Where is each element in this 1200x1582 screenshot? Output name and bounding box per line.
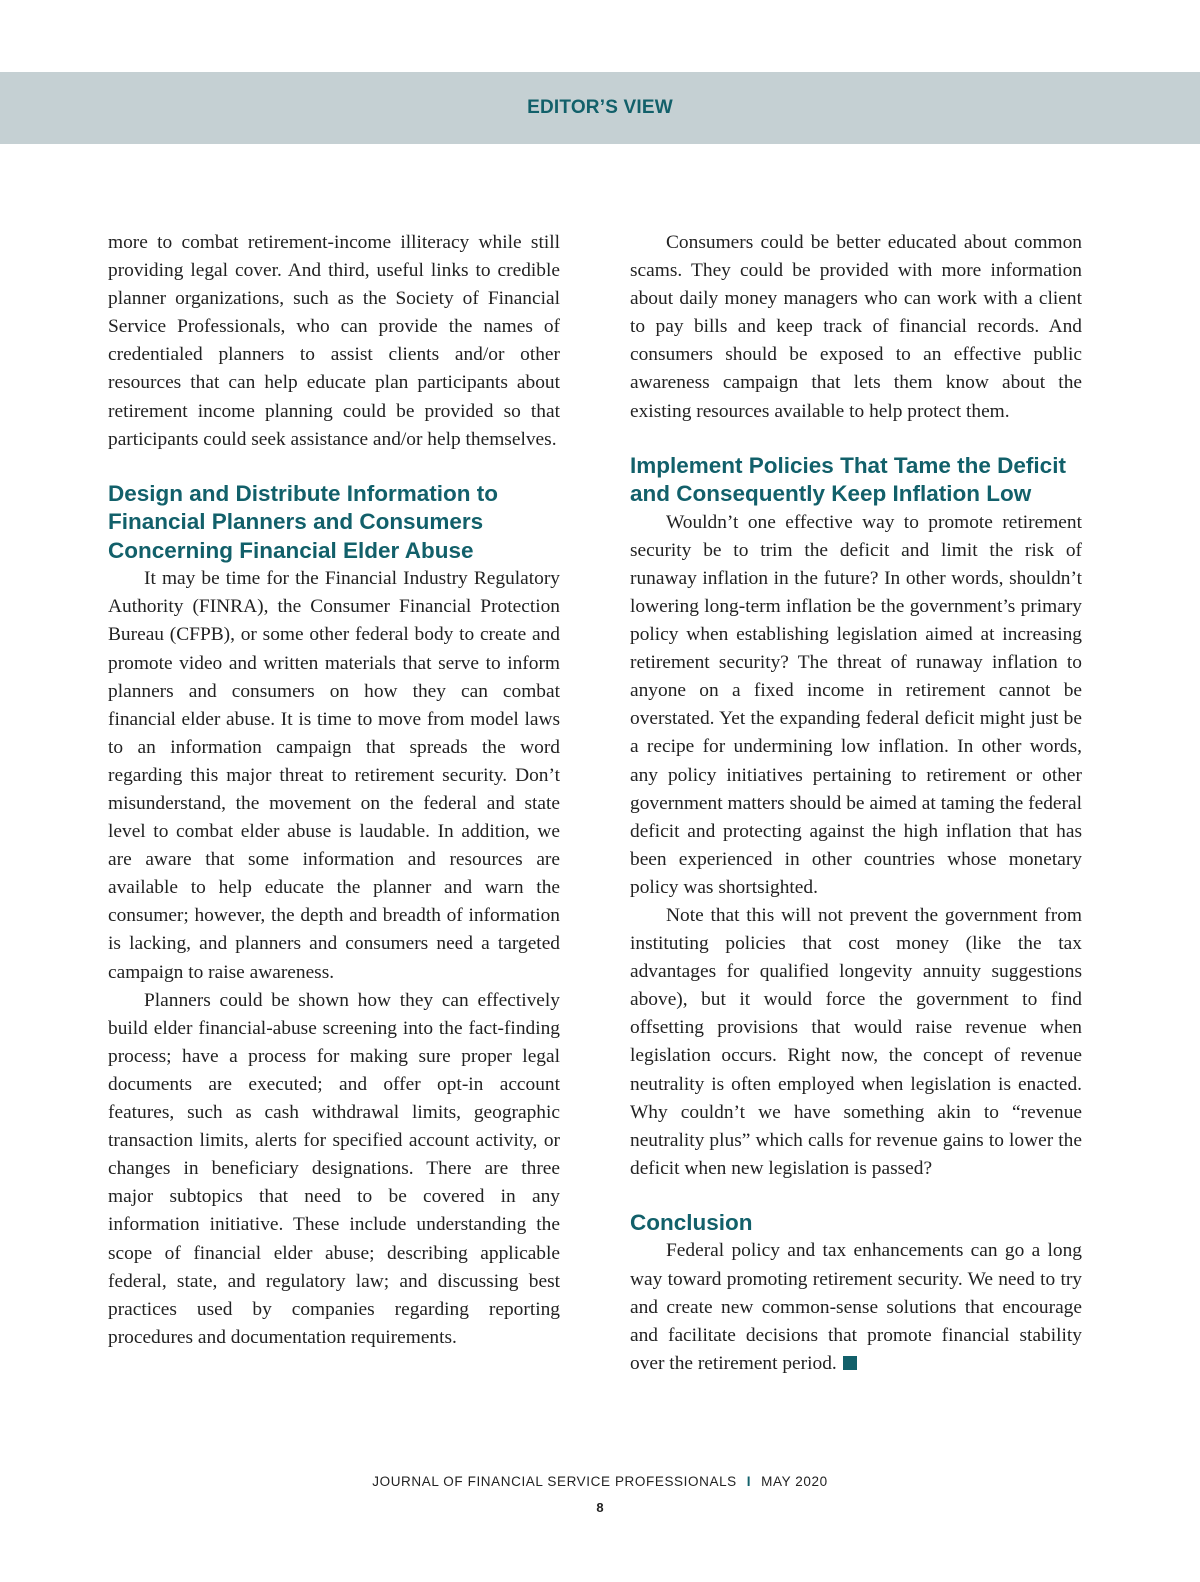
section-heading: Design and Distribute Information to Financial Planners and Consumers Concerning Financial Elder Abuse [108, 480, 499, 563]
left-column [108, 229, 560, 1352]
paragraph: Planners could be shown how they can effectively build elder financial-abuse screening into the fact-finding process; have a process for making sure proper legal documents are executed; and offer opt-in account features, such as cash withdrawal limits, geographic transaction limits, alerts for specified account activity, or changes in beneficiary designations. There are three major subtopics that need to be covered in any information initiative. These include understanding the scope of financial elder abuse; describing applicable federal, state, and regulatory law; and discussing best practices used by companies regarding reporting procedures and documentation requirements. [108, 989, 560, 1348]
paragraph: It may be time for the Financial Industry Regulatory Authority (FINRA), the Consumer Financial Protection Bureau (CFPB), or some other federal body to create and promote video and written materials that serve to inform planners and consumers on how they can combat financial elder abuse. It is time to move from model laws to an information campaign that spreads the word regarding this major threat to retirement security. Don’t misunderstand, the movement on the federal and state level to combat elder abuse is laudable. In addition, we are aware that some information and resources are available to help educate the planner and warn the consumer; however, the depth and breadth of information is lacking, and planners and consumers need a targeted campaign to raise awareness. [108, 568, 560, 983]
issue-date: MAY 2020 [761, 1474, 828, 1489]
conclusion-heading: Conclusion [630, 1209, 753, 1235]
journal-name: JOURNAL OF FINANCIAL SERVICE PROFESSIONALS [372, 1474, 737, 1489]
paragraph: Consumers could be better educated about common scams. They could be provided with more information about daily money managers who can work with a client to pay bills and keep track of financial records. And consumers should be exposed to an effective public awareness campaign that lets them know about the existing resources available to help protect them. [630, 232, 1082, 422]
paragraph: Note that this will not prevent the government from instituting policies that cost money (like the tax advantages for qualified longevity annuity suggestions above), but it would force the government to find offsetting provisions that would raise revenue when legislation occurs. Right now, the concept of revenue neutrality is often employed when legislation is enacted. Why couldn’t we have something akin to “revenue neutrality plus” which calls for revenue gains to lower the deficit when new legislation is passed? [630, 904, 1082, 1179]
footer-separator: I [746, 1474, 752, 1489]
paragraph: Wouldn’t one effective way to promote retirement security be to trim the deficit and limit the risk of runaway inflation in the future? In other words, shouldn’t lowering long-term inflation be the government’s primary policy when establishing legislation aimed at increasing retirement security? The threat of runaway inflation to anyone on a fixed income in retirement cannot be overstated. Yet the expanding federal deficit might just be a recipe for undermining low inflation. In other words, any policy initiatives pertaining to retirement or other government matters should be aimed at taming the federal deficit and protecting against the high inflation that has been experienced in other countries whose monetary policy was shortsighted. [630, 511, 1082, 898]
header-band [0, 72, 1200, 144]
conclusion-text: Federal policy and tax enhancements can go a long way toward promoting retirement security. We need to try and create new common-sense solutions that encourage and facilitate decisions that promote financial stability over the retirement period. [630, 1240, 1082, 1374]
section-heading: Implement Policies That Tame the Deficit and Consequently Keep Inflation Low [630, 452, 1066, 507]
footer [0, 1474, 1200, 1489]
section-title: EDITOR’S VIEW [527, 97, 673, 118]
end-of-article-icon [843, 1356, 857, 1370]
paragraph-with-end-mark [630, 1237, 1082, 1377]
right-column [630, 229, 1082, 1378]
page-number: 8 [596, 1500, 604, 1515]
paragraph: more to combat retirement-income illiteracy while still providing legal cover. And third, useful links to credible planner organizations, such as the Society of Financial Service Professionals, who can provide the names of credentialed planners to assist clients and/or other resources that can help educate plan participants about retirement income planning could be provided so that participants could seek assistance and/or help themselves. [108, 232, 560, 450]
